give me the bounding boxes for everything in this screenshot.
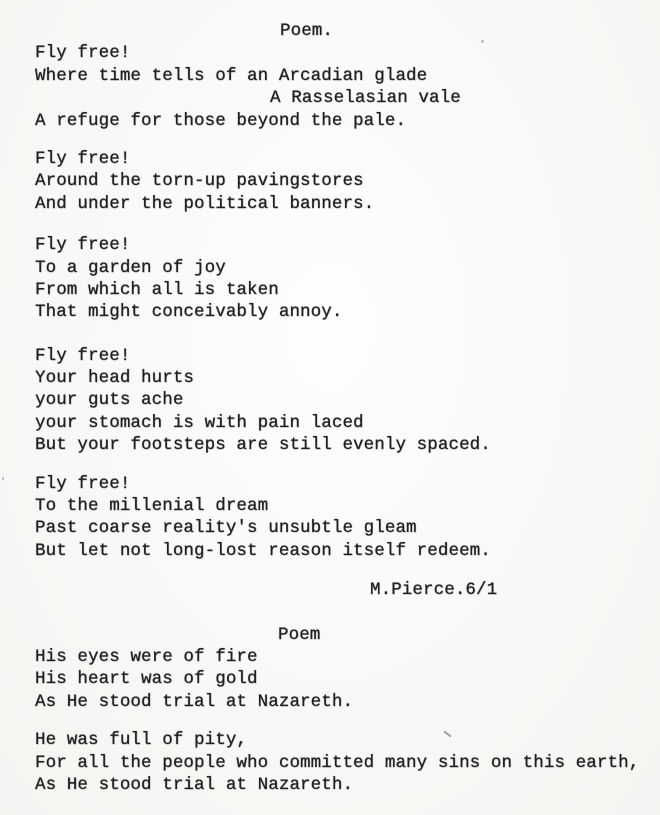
- poem1-stanza-3: [35, 234, 660, 324]
- poem-line: Fly free!: [35, 345, 131, 366]
- author-signature: M.Pierce.6/1: [370, 580, 498, 601]
- poem-line: your guts ache: [35, 390, 184, 411]
- poem-line: Around the torn-up pavingstores: [35, 171, 364, 192]
- poem-line: Past coarse reality's unsubtle gleam: [35, 518, 417, 539]
- poem-line: Fly free!: [35, 473, 131, 494]
- poem-line: And under the political banners.: [35, 193, 375, 214]
- poem-line: To a garden of joy: [35, 257, 226, 278]
- poem1-stanza-5: [35, 473, 660, 563]
- ink-speck: [2, 477, 4, 480]
- poem1-stanza-1: [35, 42, 660, 132]
- poem1-title: Poem.: [280, 21, 334, 41]
- poem-line: Where time tells of an Arcadian glade: [35, 65, 428, 86]
- poem2-stanza-1: [35, 646, 660, 713]
- poem-line: Your head hurts: [35, 368, 195, 389]
- poem-line: your stomach is with pain laced: [35, 412, 364, 433]
- poem1-stanza-2: [35, 148, 660, 215]
- poem-line: His heart was of gold: [35, 669, 258, 690]
- poem-line: Fly free!: [35, 235, 131, 256]
- poem-line: Fly free!: [35, 43, 131, 64]
- poem-line: Fly free!: [35, 148, 131, 169]
- poem-line: A Rasselasian vale: [270, 88, 461, 109]
- poem-line: He was full of pity,: [35, 730, 248, 751]
- poem-line: To the millenial dream: [35, 496, 269, 517]
- poem-line: His eyes were of fire: [35, 646, 258, 667]
- poem-line: But your footsteps are still evenly spaced.: [35, 435, 491, 456]
- poem-line: For all the people who committed many sins on this earth,: [35, 752, 640, 773]
- poem-line: But let not long-lost reason itself redeem.: [35, 540, 491, 561]
- poem-line: A refuge for those beyond the pale.: [35, 110, 407, 131]
- poem-line: That might conceivably annoy.: [35, 302, 343, 323]
- poem-line: From which all is taken: [35, 279, 279, 300]
- poem-line: As He stood trial at Nazareth.: [35, 774, 354, 795]
- poem-line: As He stood trial at Nazareth.: [35, 691, 354, 712]
- poem2-title: Poem: [278, 624, 321, 645]
- poem2-stanza-2: [35, 729, 660, 796]
- ink-speck: [481, 40, 484, 43]
- poem1-stanza-4: [35, 345, 660, 457]
